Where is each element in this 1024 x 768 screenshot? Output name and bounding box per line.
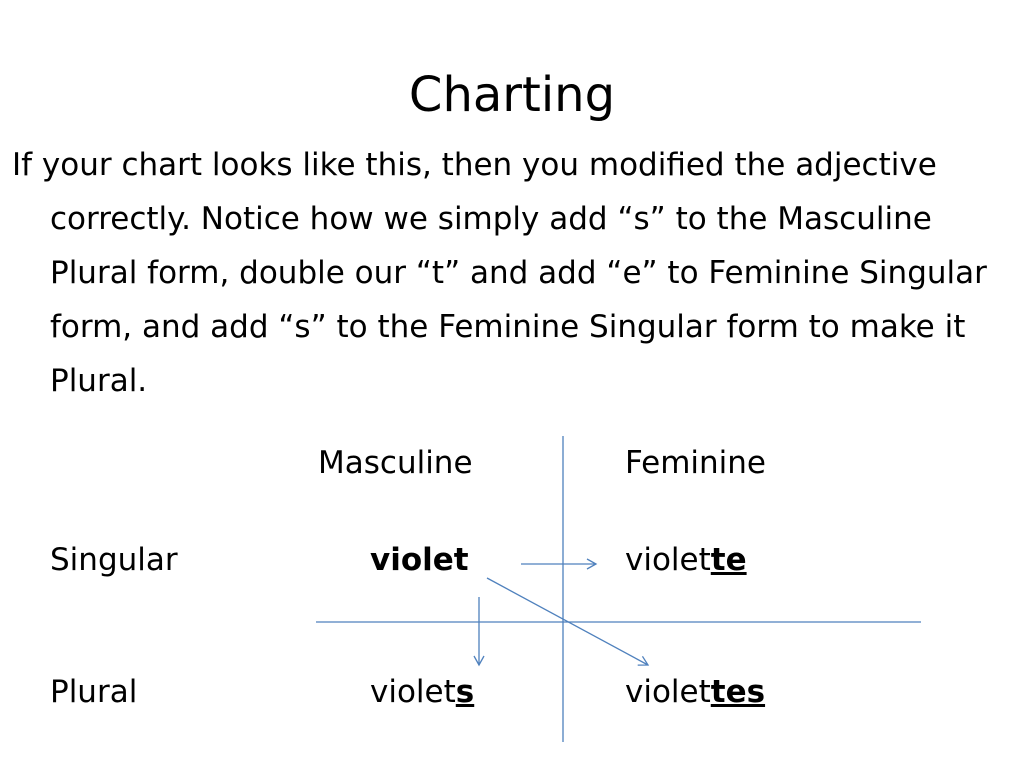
slide-title: Charting [408, 67, 616, 123]
feminine-singular-ending: te [710, 542, 747, 578]
body-paragraph-block [12, 138, 1012, 408]
row-label-singular: Singular [50, 542, 178, 578]
header-masculine: Masculine [318, 445, 473, 481]
arrow-to-feminine-plural [487, 578, 648, 665]
feminine-singular-stem: violet [625, 542, 711, 578]
masculine-plural-word [370, 670, 474, 714]
feminine-plural-word [625, 670, 765, 714]
feminine-singular-word [625, 538, 747, 582]
masculine-plural-stem: violet [370, 674, 456, 710]
header-feminine: Feminine [625, 445, 766, 481]
masculine-singular-word: violet [370, 542, 469, 578]
body-paragraph: If your chart looks like this, then you modified the adjective correctly. Notice how we simply add “s” to the Masculine Plural form, double our “t” and add “e” to Feminine Singular form, and add “s” to the Feminine Singular form to make it Plural. [12, 147, 987, 399]
feminine-plural-ending: tes [710, 674, 766, 710]
row-label-plural: Plural [50, 674, 138, 710]
masculine-plural-ending: s [455, 674, 475, 710]
feminine-plural-stem: violet [625, 674, 711, 710]
